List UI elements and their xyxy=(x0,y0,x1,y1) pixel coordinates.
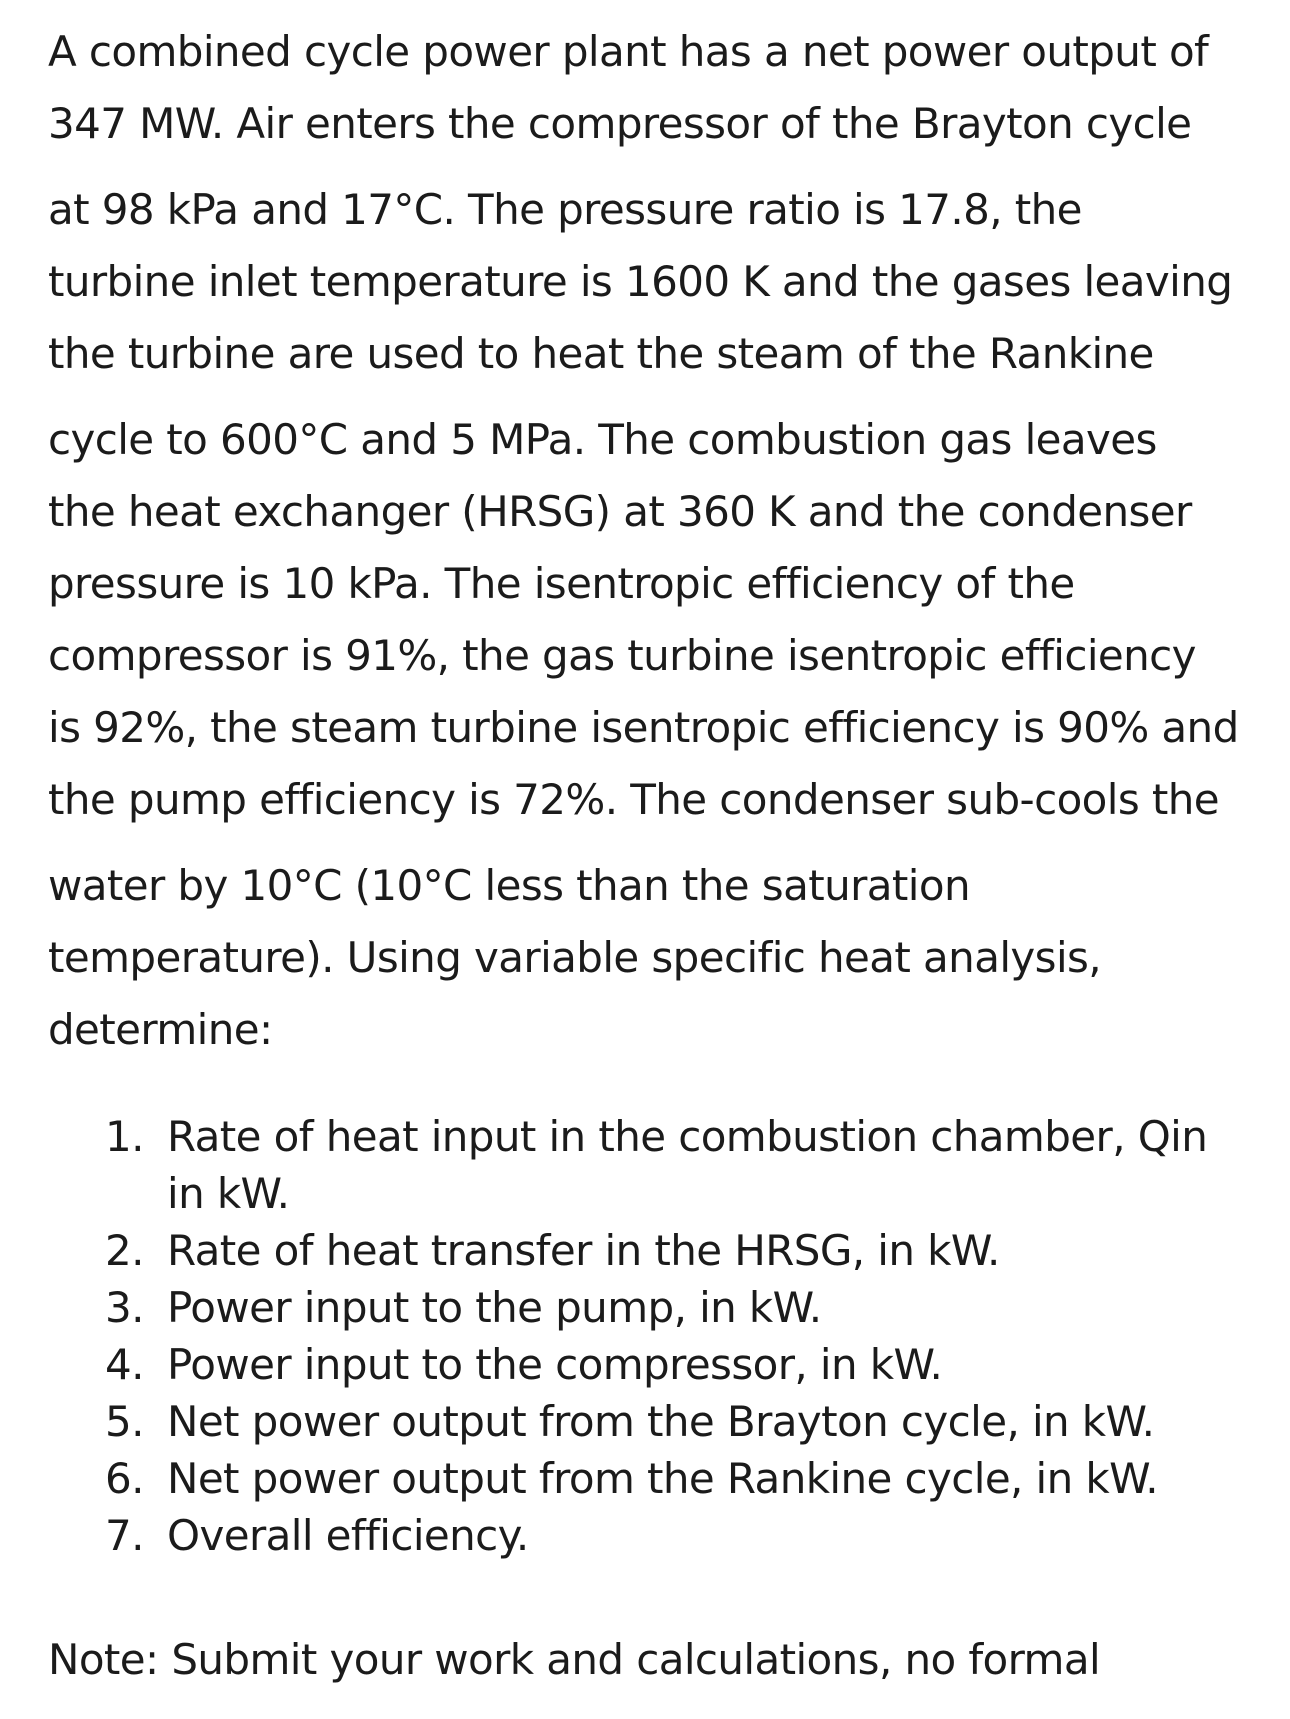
problem-line: turbine inlet temperature is 1600 K and the gases leaving xyxy=(48,257,1233,306)
list-item xyxy=(105,1393,1255,1450)
problem-line: pressure is 10 kPa. The isentropic efficiency of the xyxy=(48,559,1075,608)
question-text: Power input to the compressor, in kW. xyxy=(167,1340,943,1389)
problem-line: A combined cycle power plant has a net power output of xyxy=(48,27,1209,76)
problem-line: cycle to 600°C and 5 MPa. The combustion gas leaves xyxy=(48,415,1157,464)
note-text: Note: Submit your work and calculations, no formal xyxy=(48,1635,1101,1684)
question-number: 5. xyxy=(105,1397,144,1446)
question-list xyxy=(105,1108,1255,1564)
question-number: 6. xyxy=(105,1454,144,1503)
question-text: Net power output from the Rankine cycle, in kW. xyxy=(167,1454,1158,1503)
problem-line: the turbine are used to heat the steam of the Rankine xyxy=(48,329,1154,378)
question-number: 7. xyxy=(105,1511,144,1560)
problem-line: 347 MW. Air enters the compressor of the Brayton cycle xyxy=(48,99,1192,148)
problem-line: water by 10°C (10°C less than the saturation xyxy=(48,861,970,910)
question-text: Net power output from the Brayton cycle, in kW. xyxy=(167,1397,1155,1446)
question-number: 2. xyxy=(105,1226,144,1275)
question-text: Overall efficiency. xyxy=(167,1511,529,1560)
question-text: Power input to the pump, in kW. xyxy=(167,1283,822,1332)
problem-line: is 92%, the steam turbine isentropic efficiency is 90% and xyxy=(48,703,1239,752)
problem-line: determine: xyxy=(48,1005,273,1054)
list-item xyxy=(105,1507,1255,1564)
question-number: 1. xyxy=(105,1112,144,1161)
problem-line: the heat exchanger (HRSG) at 360 K and the condenser xyxy=(48,487,1192,536)
list-item xyxy=(105,1108,1255,1222)
list-item xyxy=(105,1279,1255,1336)
problem-line: temperature). Using variable specific heat analysis, xyxy=(48,933,1102,982)
question-text: Rate of heat transfer in the HRSG, in kW. xyxy=(167,1226,1000,1275)
list-item xyxy=(105,1450,1255,1507)
question-text: Rate of heat input in the combustion chamber, Qin in kW. xyxy=(167,1112,1208,1218)
problem-line: at 98 kPa and 17°C. The pressure ratio is 17.8, the xyxy=(48,185,1082,234)
problem-line: the pump efficiency is 72%. The condenser sub-cools the xyxy=(48,775,1219,824)
question-number: 3. xyxy=(105,1283,144,1332)
question-number: 4. xyxy=(105,1340,144,1389)
list-item xyxy=(105,1222,1255,1279)
problem-statement xyxy=(48,22,1268,1072)
problem-line: compressor is 91%, the gas turbine isentropic efficiency xyxy=(48,631,1196,680)
list-item xyxy=(105,1336,1255,1393)
